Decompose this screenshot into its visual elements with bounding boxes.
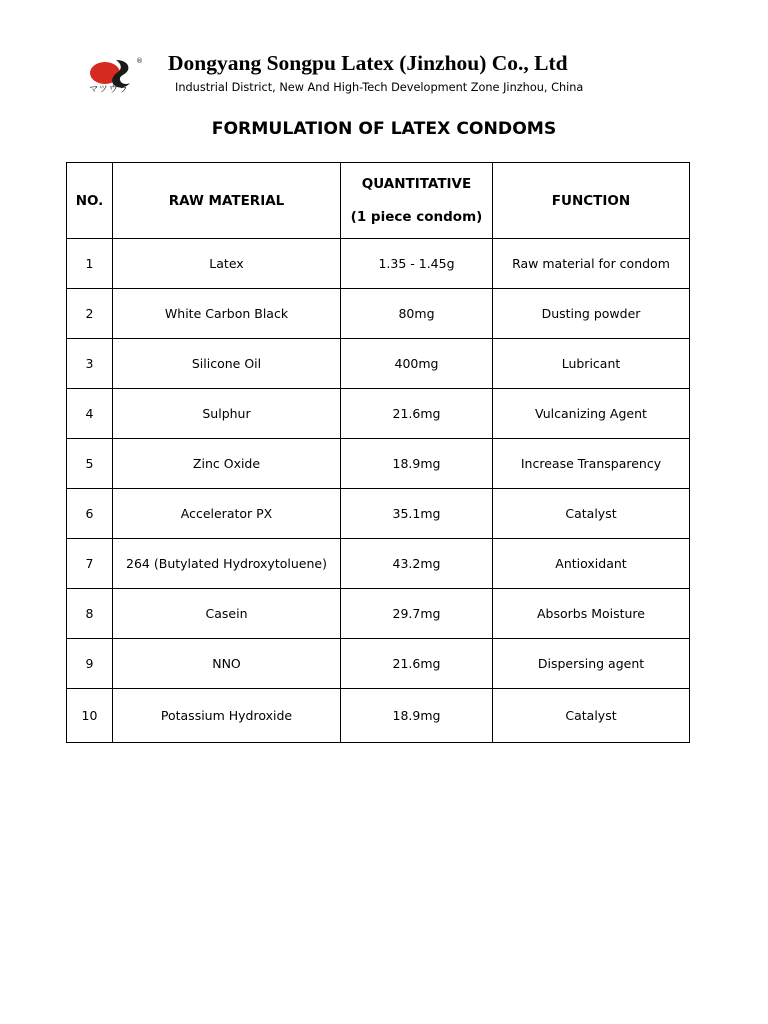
cell-no: 10 bbox=[67, 689, 113, 743]
company-address: Industrial District, New And High-Tech Development Zone Jinzhou, China bbox=[175, 81, 584, 94]
cell-function: Lubricant bbox=[493, 339, 690, 389]
cell-no: 6 bbox=[67, 489, 113, 539]
header-quantitative-line2: (1 piece condom) bbox=[350, 209, 483, 225]
cell-no: 1 bbox=[67, 239, 113, 289]
cell-material: Latex bbox=[113, 239, 341, 289]
cell-no: 9 bbox=[67, 639, 113, 689]
cell-function: Raw material for condom bbox=[493, 239, 690, 289]
table-row bbox=[67, 539, 690, 589]
cell-no: 5 bbox=[67, 439, 113, 489]
header-raw-material: RAW MATERIAL bbox=[113, 163, 341, 239]
cell-quantity: 80mg bbox=[341, 289, 493, 339]
cell-quantity: 400mg bbox=[341, 339, 493, 389]
header-function: FUNCTION bbox=[493, 163, 690, 239]
cell-function: Dispersing agent bbox=[493, 639, 690, 689]
document-title: FORMULATION OF LATEX CONDOMS bbox=[211, 119, 557, 139]
cell-no: 3 bbox=[67, 339, 113, 389]
header-quantitative-line1: QUANTITATIVE bbox=[361, 176, 472, 192]
cell-function: Vulcanizing Agent bbox=[493, 389, 690, 439]
cell-quantity: 35.1mg bbox=[341, 489, 493, 539]
logo-kana-text: マツウラ bbox=[89, 85, 129, 95]
cell-quantity: 18.9mg bbox=[341, 439, 493, 489]
table-row bbox=[67, 639, 690, 689]
cell-material: NNO bbox=[113, 639, 341, 689]
letterhead bbox=[0, 0, 768, 110]
formulation-table bbox=[66, 162, 690, 743]
cell-material: White Carbon Black bbox=[113, 289, 341, 339]
cell-material: Zinc Oxide bbox=[113, 439, 341, 489]
cell-quantity: 43.2mg bbox=[341, 539, 493, 589]
cell-function: Absorbs Moisture bbox=[493, 589, 690, 639]
header-no: NO. bbox=[67, 163, 113, 239]
table-row bbox=[67, 439, 690, 489]
cell-function: Catalyst bbox=[493, 689, 690, 743]
table-row bbox=[67, 589, 690, 639]
cell-function: Antioxidant bbox=[493, 539, 690, 589]
cell-quantity: 18.9mg bbox=[341, 689, 493, 743]
table-row bbox=[67, 339, 690, 389]
cell-quantity: 21.6mg bbox=[341, 639, 493, 689]
cell-function: Dusting powder bbox=[493, 289, 690, 339]
table-row bbox=[67, 489, 690, 539]
cell-material: Potassium Hydroxide bbox=[113, 689, 341, 743]
cell-material: Silicone Oil bbox=[113, 339, 341, 389]
cell-quantity: 1.35 - 1.45g bbox=[341, 239, 493, 289]
cell-quantity: 21.6mg bbox=[341, 389, 493, 439]
header-quantitative bbox=[341, 163, 493, 239]
cell-no: 4 bbox=[67, 389, 113, 439]
cell-material: Accelerator PX bbox=[113, 489, 341, 539]
cell-material: Casein bbox=[113, 589, 341, 639]
registered-mark: ® bbox=[136, 57, 143, 65]
table-header-row bbox=[67, 163, 690, 239]
company-name: Dongyang Songpu Latex (Jinzhou) Co., Ltd bbox=[168, 51, 568, 75]
cell-no: 8 bbox=[67, 589, 113, 639]
cell-no: 2 bbox=[67, 289, 113, 339]
cell-function: Catalyst bbox=[493, 489, 690, 539]
cell-no: 7 bbox=[67, 539, 113, 589]
table-row bbox=[67, 389, 690, 439]
table-row bbox=[67, 239, 690, 289]
cell-material: 264 (Butylated Hydroxytoluene) bbox=[113, 539, 341, 589]
cell-function: Increase Transparency bbox=[493, 439, 690, 489]
cell-material: Sulphur bbox=[113, 389, 341, 439]
table-row bbox=[67, 689, 690, 743]
cell-quantity: 29.7mg bbox=[341, 589, 493, 639]
table-row bbox=[67, 289, 690, 339]
